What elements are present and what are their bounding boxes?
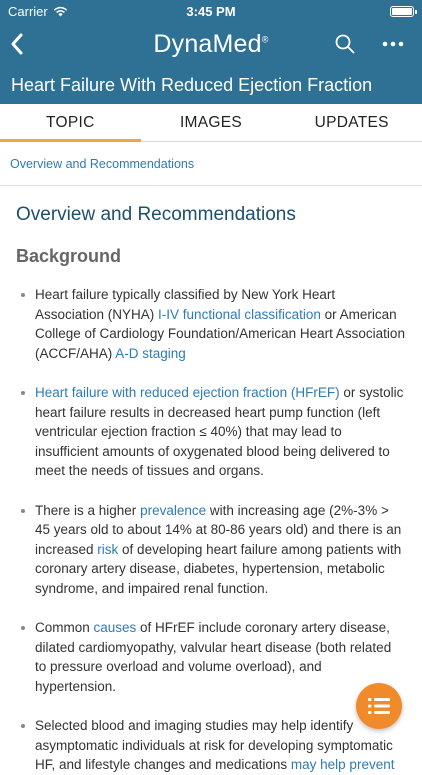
functional-classification-link[interactable]: I-IV functional classification [158,306,321,322]
brand-name: DynaMed [153,29,262,58]
more-dots-icon [382,41,404,47]
topic-content [0,204,422,775]
section-title: Overview and Recommendations [16,204,296,225]
breadcrumb [0,142,422,186]
prevention-link[interactable]: may help prevent [290,757,395,772]
search-button[interactable] [332,29,358,59]
staging-link[interactable]: A-D staging [115,345,186,361]
status-time: 3:45 PM [186,3,236,19]
bullet-text: of HFrEF include coronary artery disease, dilated cardiomyopathy, valvular heart disease (both related to pressure overload and volume overload), and hypertension. [35,620,392,694]
outline-menu-button[interactable] [356,683,402,729]
tab-updates[interactable]: UPDATES [314,113,389,131]
nav-bar [0,22,422,66]
tab-bar [0,104,422,142]
list-item [16,501,406,599]
causes-link[interactable]: causes [93,620,137,635]
list-item [16,285,406,363]
bullet-text: or systolic heart failure results in decreased heart pump function (left ventricular ejection fraction ≤ 40%) that may lead to insufficient amounts of oxygenated blood being delivered to meet the needs of tissues and organs. [35,385,404,478]
bullet-text: Selected blood and imaging studies may help identify asymptomatic individuals at risk for developing symptomatic HF, and lifestyle changes and medications [35,718,393,772]
tab-images[interactable]: IMAGES [179,113,243,131]
bullet-text: Heart failure typically classified by New York Heart Association (NYHA) [35,287,336,322]
list-item [16,716,406,775]
brand-mark: ® [261,34,269,45]
carrier-label: Carrier [8,3,48,19]
page-title: Heart Failure With Reduced Ejection Fraction [11,74,373,95]
list-item [16,618,406,696]
hfref-link[interactable]: Heart failure with reduced ejection fraction (HFrEF) [35,385,340,400]
search-icon [335,34,355,54]
battery-icon [390,6,414,17]
bullet-text: Common [35,620,94,635]
back-button[interactable] [10,26,40,62]
background-heading: Background [16,246,122,266]
prevalence-link[interactable]: prevalence [140,502,207,518]
bullet-text: There is a higher [35,502,141,518]
nav-actions [332,29,412,59]
bullet-text: with increasing age (2%-3% > 45 years old to about 14% at 80-86 years old) and there is an increased [35,502,402,557]
background-list [16,285,406,775]
bullet-text: of developing heart failure among patients with coronary artery disease, diabetes, hypertension, metabolic syndrome, and impaired renal function. [35,541,402,596]
tab-topic[interactable]: TOPIC [0,104,141,141]
wifi-icon [53,6,68,17]
more-button[interactable] [380,29,406,59]
bullet-text: or American College of Cardiology Foundation/American Heart Association (ACCF/AHA) [35,306,405,361]
app-header [0,0,422,104]
list-item [16,383,406,481]
status-left [8,4,68,19]
breadcrumb-link[interactable]: Overview and Recommendations [10,156,195,171]
chevron-left-icon [10,33,24,55]
status-bar [0,0,422,22]
list-icon [368,697,390,715]
risk-link[interactable]: risk [97,541,119,557]
